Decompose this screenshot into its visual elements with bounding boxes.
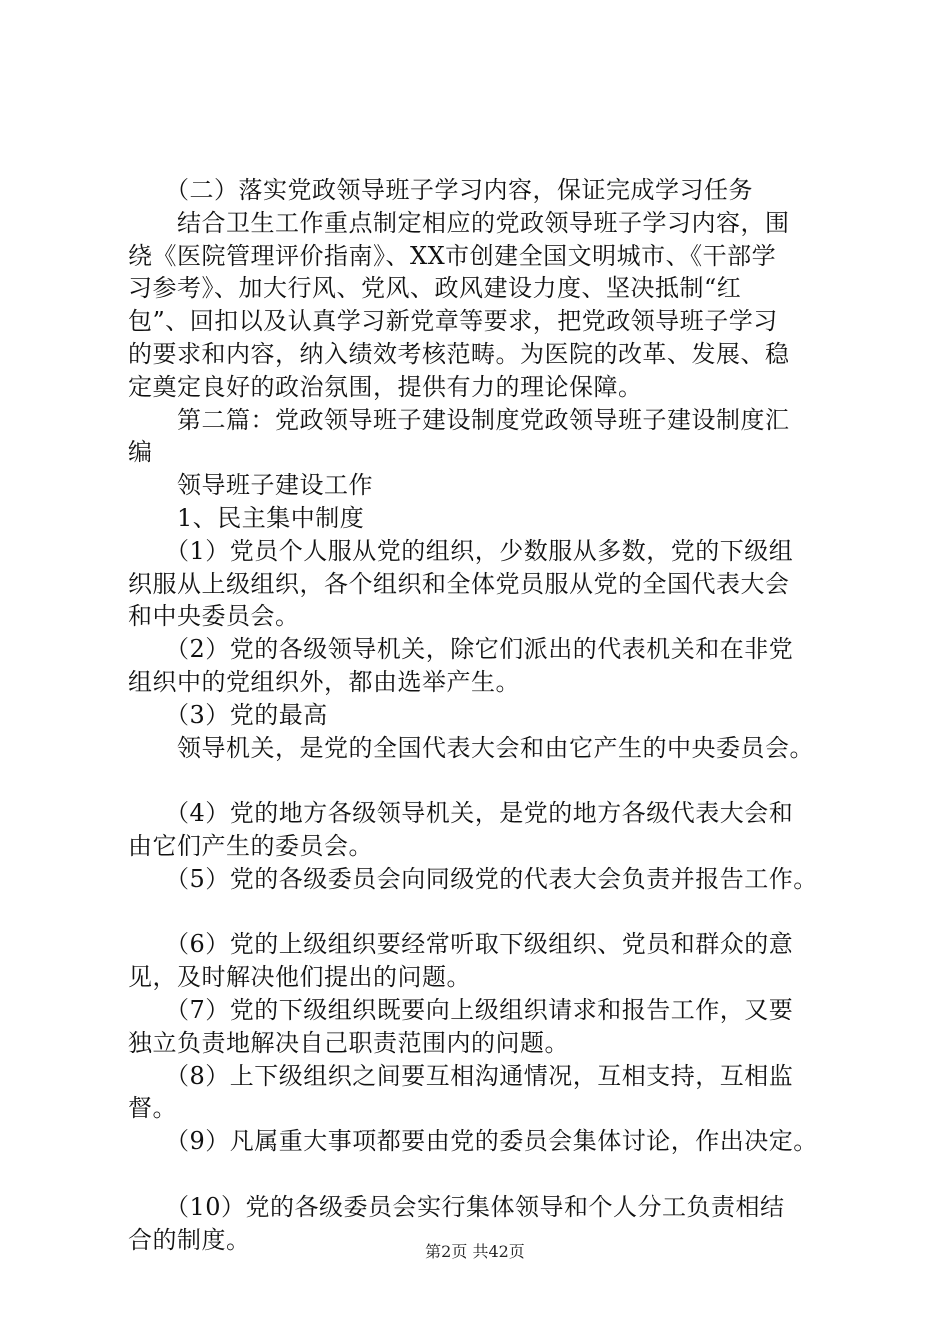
- text-line: （5）党的各级委员会向同级党的代表大会负责并报告工作。: [128, 864, 818, 893]
- document-body: [128, 174, 843, 1256]
- text-line: 绕《医院管理评价指南》、XX市创建全国文明城市、《干部学: [128, 241, 777, 270]
- text-line: 领导机关，是党的全国代表大会和由它产生的中央委员会。: [128, 733, 814, 762]
- text-line: （二）落实党政领导班子学习内容，保证完成学习任务: [128, 176, 753, 204]
- text-line: （10）党的各级委员会实行集体领导和个人分工负责相结: [128, 1192, 785, 1221]
- page-number-footer: 第2页 共42页: [425, 1242, 525, 1261]
- text-line: 和中央委员会。: [128, 602, 300, 631]
- text-line: 由它们产生的委员会。: [128, 831, 373, 860]
- text-line: 独立负责地解决自己职责范围内的问题。: [128, 1028, 569, 1057]
- text-line: 督。: [128, 1094, 177, 1123]
- text-line: 包”、回扣以及认真学习新党章等要求，把党政领导班子学习: [128, 307, 778, 336]
- text-line: 结合卫生工作重点制定相应的党政领导班子学习内容，围: [128, 208, 790, 237]
- text-line: 的要求和内容，纳入绩效考核范畴。为医院的改革、发展、稳: [128, 339, 790, 368]
- text-line: 见，及时解决他们提出的问题。: [128, 963, 471, 992]
- text-line: 织服从上级组织，各个组织和全体党员服从党的全国代表大会: [128, 569, 790, 598]
- text-line: （6）党的上级组织要经常听取下级组织、党员和群众的意: [128, 930, 794, 959]
- blank-line: [128, 1158, 843, 1191]
- text-line: 习参考》、加大行风、党风、政风建设力度、坚决抵制“红: [128, 274, 742, 303]
- text-line: （2）党的各级领导机关，除它们派出的代表机关和在非党: [128, 635, 794, 664]
- blank-line: [128, 896, 843, 929]
- text-line: 组织中的党组织外，都由选举产生。: [128, 667, 520, 696]
- text-line: （9）凡属重大事项都要由党的委员会集体讨论，作出决定。: [128, 1127, 818, 1156]
- section-heading: 第二篇：党政领导班子建设制度党政领导班子建设制度汇: [128, 405, 790, 434]
- text-line: 合的制度。: [128, 1225, 251, 1254]
- subheading: 领导班子建设工作: [128, 471, 373, 500]
- text-line: （3）党的最高: [128, 700, 328, 729]
- blank-line: [128, 764, 843, 797]
- text-line: （7）党的下级组织既要向上级组织请求和报告工作，又要: [128, 995, 794, 1024]
- text-line: 定奠定良好的政治氛围，提供有力的理论保障。: [128, 372, 643, 401]
- text-line: （8）上下级组织之间要互相沟通情况，互相支持，互相监: [128, 1061, 794, 1090]
- subheading: 1、民主集中制度: [128, 503, 365, 532]
- section-heading: 编: [128, 438, 153, 467]
- text-line: （1）党员个人服从党的组织，少数服从多数，党的下级组: [128, 536, 794, 565]
- text-line: （4）党的地方各级领导机关，是党的地方各级代表大会和: [128, 799, 794, 828]
